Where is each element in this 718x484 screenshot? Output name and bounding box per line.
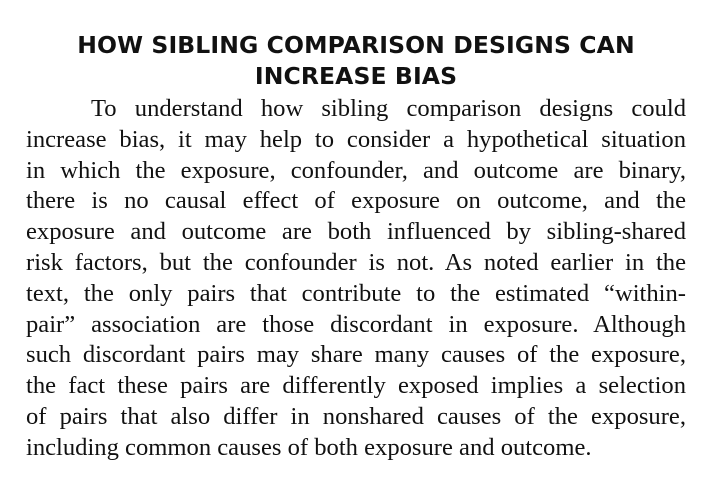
paragraph-line: To understand how sibling comparison designs could — [91, 95, 686, 122]
paragraph-line: in which the exposure, confounder, and outcome are binary, — [26, 156, 686, 184]
paragraph-line: exposure and outcome are both influenced by sibling-shared — [26, 218, 686, 246]
document-page — [26, 30, 686, 464]
paragraph-line: including common causes of both exposure and outcome. — [26, 433, 592, 461]
paragraph-line: such discordant pairs may share many causes of the exposure, — [26, 341, 686, 369]
paragraph-line: the fact these pairs are differently exposed implies a selection — [26, 372, 686, 400]
paragraph-line: risk factors, but the confounder is not. As noted earlier in the — [26, 248, 686, 276]
section-heading — [26, 30, 686, 92]
paragraph-line: increase bias, it may help to consider a hypothetical situation — [26, 125, 686, 153]
paragraph-line: pair” association are those discordant in exposure. Although — [26, 310, 686, 338]
body-paragraph — [26, 94, 686, 464]
section-heading-line-1: HOW SIBLING COMPARISON DESIGNS CAN — [77, 31, 635, 59]
section-heading-line-2: INCREASE BIAS — [254, 62, 458, 90]
paragraph-line: text, the only pairs that contribute to the estimated “within- — [26, 279, 686, 307]
paragraph-line: there is no causal effect of exposure on outcome, and the — [26, 187, 686, 215]
paragraph-line: of pairs that also differ in nonshared causes of the exposure, — [26, 402, 686, 430]
